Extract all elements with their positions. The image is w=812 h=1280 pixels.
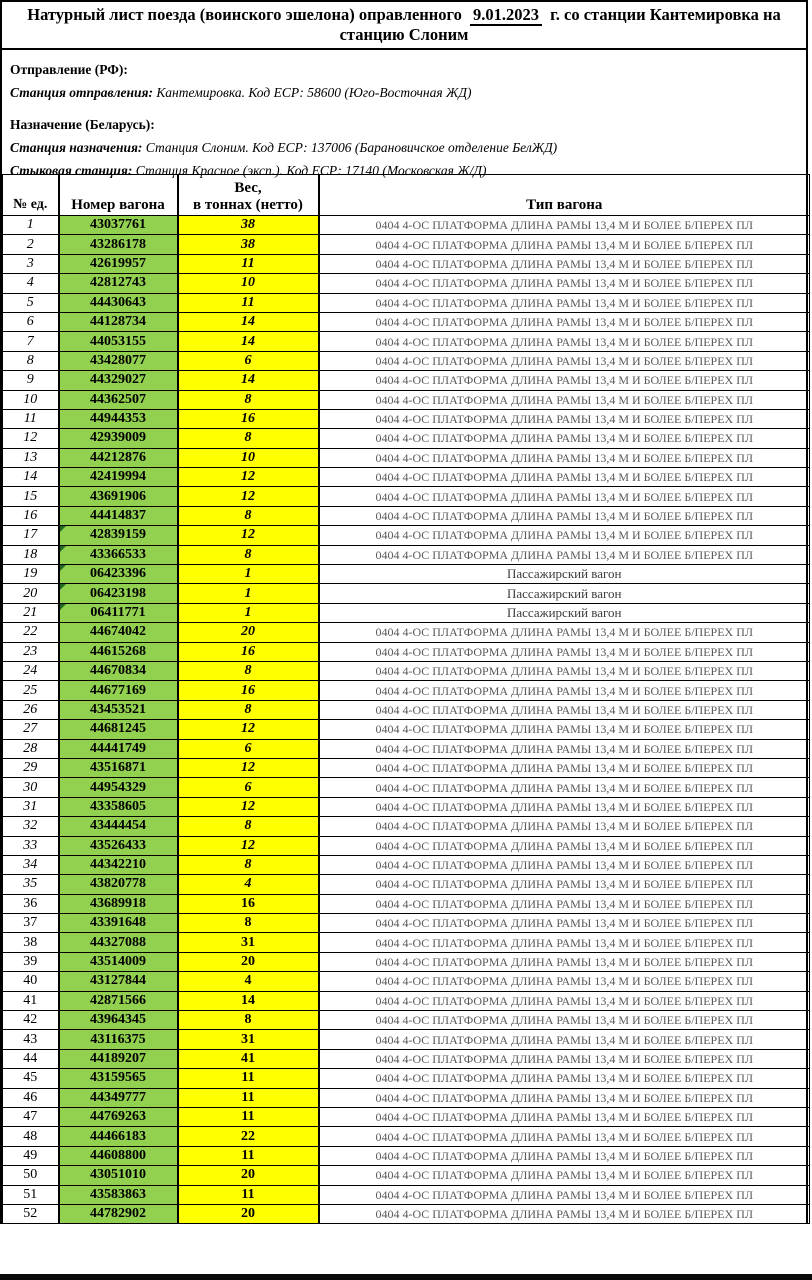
wagon-number-cell: 44189207 [59,1049,178,1068]
unit-number-cell: 11 [3,409,59,428]
wagon-type-cell: 0404 4-ОС ПЛАТФОРМА ДЛИНА РАМЫ 13,4 М И БОЛЕЕ Б/ПЕРЕХ ПЛ [319,448,810,467]
bottom-border-bar [0,1274,812,1280]
wagon-number-cell: 44681245 [59,720,178,739]
weight-cell: 6 [178,739,319,758]
weight-cell: 8 [178,855,319,874]
wagon-number-cell: 42839159 [59,526,178,545]
wagon-type-cell: 0404 4-ОС ПЛАТФОРМА ДЛИНА РАМЫ 13,4 М И БОЛЕЕ Б/ПЕРЕХ ПЛ [319,468,810,487]
unit-number-cell: 19 [3,565,59,584]
wagon-type-cell: 0404 4-ОС ПЛАТФОРМА ДЛИНА РАМЫ 13,4 М И БОЛЕЕ Б/ПЕРЕХ ПЛ [319,1127,810,1146]
weight-cell: 1 [178,603,319,622]
weight-cell: 11 [178,1107,319,1126]
wagon-type-cell: 0404 4-ОС ПЛАТФОРМА ДЛИНА РАМЫ 13,4 М И БОЛЕЕ Б/ПЕРЕХ ПЛ [319,390,810,409]
wagon-number-cell: 43358605 [59,797,178,816]
unit-number-cell: 37 [3,914,59,933]
unit-number-cell: 50 [3,1166,59,1185]
weight-cell: 31 [178,933,319,952]
weight-cell: 22 [178,1127,319,1146]
table-row [3,1069,810,1088]
weight-cell: 8 [178,390,319,409]
wagon-type-cell: 0404 4-ОС ПЛАТФОРМА ДЛИНА РАМЫ 13,4 М И БОЛЕЕ Б/ПЕРЕХ ПЛ [319,429,810,448]
wagon-type-cell: 0404 4-ОС ПЛАТФОРМА ДЛИНА РАМЫ 13,4 М И БОЛЕЕ Б/ПЕРЕХ ПЛ [319,681,810,700]
wagon-type-cell: 0404 4-ОС ПЛАТФОРМА ДЛИНА РАМЫ 13,4 М И БОЛЕЕ Б/ПЕРЕХ ПЛ [319,545,810,564]
unit-number-cell: 31 [3,797,59,816]
unit-number-cell: 20 [3,584,59,603]
table-row [3,1030,810,1049]
comment-marker-icon [60,526,66,532]
unit-number-cell: 6 [3,312,59,331]
title-prefix: Натурный лист поезда (воинского эшелона) оправленного [27,5,462,24]
table-row [3,1088,810,1107]
table-row [3,332,810,351]
table-row [3,584,810,603]
wagon-table-body [3,216,810,1224]
table-row [3,642,810,661]
unit-number-cell: 45 [3,1069,59,1088]
destination-heading: Назначение (Беларусь): [10,117,155,132]
wagon-number-cell: 44769263 [59,1107,178,1126]
wagon-type-cell: 0404 4-ОС ПЛАТФОРМА ДЛИНА РАМЫ 13,4 М И БОЛЕЕ Б/ПЕРЕХ ПЛ [319,972,810,991]
unit-number-cell: 16 [3,506,59,525]
wagon-type-cell: Пассажирский вагон [319,603,810,622]
departure-station-line [10,85,798,101]
wagon-number-cell: 42619957 [59,254,178,273]
departure-heading: Отправление (РФ): [10,62,128,77]
weight-cell: 1 [178,584,319,603]
wagon-number-cell: 43453521 [59,700,178,719]
wagon-type-cell: 0404 4-ОС ПЛАТФОРМА ДЛИНА РАМЫ 13,4 М И БОЛЕЕ Б/ПЕРЕХ ПЛ [319,1146,810,1165]
unit-number-cell: 14 [3,468,59,487]
table-row [3,1049,810,1068]
unit-number-cell: 44 [3,1049,59,1068]
wagon-number-cell: 44944353 [59,409,178,428]
wagon-number-cell: 44441749 [59,739,178,758]
comment-marker-icon [60,584,66,590]
unit-number-cell: 52 [3,1204,59,1223]
wagon-type-cell: 0404 4-ОС ПЛАТФОРМА ДЛИНА РАМЫ 13,4 М И БОЛЕЕ Б/ПЕРЕХ ПЛ [319,312,810,331]
wagon-type-cell: 0404 4-ОС ПЛАТФОРМА ДЛИНА РАМЫ 13,4 М И БОЛЕЕ Б/ПЕРЕХ ПЛ [319,216,810,235]
wagon-number-cell: 44128734 [59,312,178,331]
unit-number-cell: 5 [3,293,59,312]
table-row [3,506,810,525]
wagon-number-cell: 44677169 [59,681,178,700]
wagon-type-cell: 0404 4-ОС ПЛАТФОРМА ДЛИНА РАМЫ 13,4 М И БОЛЕЕ Б/ПЕРЕХ ПЛ [319,351,810,370]
table-row [3,293,810,312]
unit-number-cell: 47 [3,1107,59,1126]
table-row [3,545,810,564]
wagon-type-cell: 0404 4-ОС ПЛАТФОРМА ДЛИНА РАМЫ 13,4 М И БОЛЕЕ Б/ПЕРЕХ ПЛ [319,875,810,894]
wagon-number-cell: 44608800 [59,1146,178,1165]
wagon-type-cell: 0404 4-ОС ПЛАТФОРМА ДЛИНА РАМЫ 13,4 М И БОЛЕЕ Б/ПЕРЕХ ПЛ [319,409,810,428]
wagon-number-cell: 44327088 [59,933,178,952]
weight-cell: 20 [178,1166,319,1185]
wagon-type-cell: 0404 4-ОС ПЛАТФОРМА ДЛИНА РАМЫ 13,4 М И БОЛЕЕ Б/ПЕРЕХ ПЛ [319,642,810,661]
table-row [3,661,810,680]
weight-cell: 20 [178,952,319,971]
table-row [3,565,810,584]
table-row [3,216,810,235]
table-row [3,429,810,448]
wagon-number-cell: 43286178 [59,235,178,254]
unit-number-cell: 26 [3,700,59,719]
table-row [3,836,810,855]
weight-cell: 12 [178,836,319,855]
wagon-number-cell: 42812743 [59,274,178,293]
table-row [3,1204,810,1223]
unit-number-cell: 42 [3,1011,59,1030]
destination-station-value: Станция Слоним. Код ЕСР: 137006 (Барановичское отделение БелЖД) [145,140,558,155]
table-row [3,991,810,1010]
weight-cell: 41 [178,1049,319,1068]
table-row [3,371,810,390]
wagon-number-cell: 44954329 [59,778,178,797]
wagon-type-cell: 0404 4-ОС ПЛАТФОРМА ДЛИНА РАМЫ 13,4 М И БОЛЕЕ Б/ПЕРЕХ ПЛ [319,933,810,952]
wagon-type-cell: 0404 4-ОС ПЛАТФОРМА ДЛИНА РАМЫ 13,4 М И БОЛЕЕ Б/ПЕРЕХ ПЛ [319,836,810,855]
table-row [3,739,810,758]
wagon-type-cell: 0404 4-ОС ПЛАТФОРМА ДЛИНА РАМЫ 13,4 М И БОЛЕЕ Б/ПЕРЕХ ПЛ [319,293,810,312]
wagon-number-cell: 43116375 [59,1030,178,1049]
table-row [3,1185,810,1204]
table-row [3,875,810,894]
wagon-number-cell: 43391648 [59,914,178,933]
unit-number-cell: 1 [3,216,59,235]
wagon-number-cell: 42871566 [59,991,178,1010]
wagon-type-cell: 0404 4-ОС ПЛАТФОРМА ДЛИНА РАМЫ 13,4 М И БОЛЕЕ Б/ПЕРЕХ ПЛ [319,914,810,933]
unit-number-cell: 38 [3,933,59,952]
table-row [3,623,810,642]
unit-number-cell: 27 [3,720,59,739]
table-row [3,274,810,293]
weight-cell: 14 [178,332,319,351]
wagon-number-cell: 43127844 [59,972,178,991]
unit-number-cell: 41 [3,991,59,1010]
unit-number-cell: 49 [3,1146,59,1165]
wagon-type-cell: 0404 4-ОС ПЛАТФОРМА ДЛИНА РАМЫ 13,4 М И БОЛЕЕ Б/ПЕРЕХ ПЛ [319,797,810,816]
wagon-number-cell: 43526433 [59,836,178,855]
unit-number-cell: 13 [3,448,59,467]
wagon-number-cell: 44329027 [59,371,178,390]
wagon-type-cell: 0404 4-ОС ПЛАТФОРМА ДЛИНА РАМЫ 13,4 М И БОЛЕЕ Б/ПЕРЕХ ПЛ [319,1069,810,1088]
weight-cell: 11 [178,1088,319,1107]
destination-station-line [10,140,798,156]
unit-number-cell: 12 [3,429,59,448]
wagon-number-cell: 43689918 [59,894,178,913]
wagon-type-cell: 0404 4-ОС ПЛАТФОРМА ДЛИНА РАМЫ 13,4 М И БОЛЕЕ Б/ПЕРЕХ ПЛ [319,758,810,777]
wagon-type-cell: 0404 4-ОС ПЛАТФОРМА ДЛИНА РАМЫ 13,4 М И БОЛЕЕ Б/ПЕРЕХ ПЛ [319,332,810,351]
wagon-type-cell: 0404 4-ОС ПЛАТФОРМА ДЛИНА РАМЫ 13,4 М И БОЛЕЕ Б/ПЕРЕХ ПЛ [319,487,810,506]
table-row [3,952,810,971]
unit-number-cell: 51 [3,1185,59,1204]
unit-number-cell: 3 [3,254,59,273]
wagon-type-cell: 0404 4-ОС ПЛАТФОРМА ДЛИНА РАМЫ 13,4 М И БОЛЕЕ Б/ПЕРЕХ ПЛ [319,817,810,836]
weight-cell: 31 [178,1030,319,1049]
wagon-type-cell: 0404 4-ОС ПЛАТФОРМА ДЛИНА РАМЫ 13,4 М И БОЛЕЕ Б/ПЕРЕХ ПЛ [319,894,810,913]
unit-number-cell: 7 [3,332,59,351]
junction-station-label: Стыковая станция: [10,163,133,178]
table-row [3,390,810,409]
unit-number-cell: 32 [3,817,59,836]
table-row [3,914,810,933]
table-row [3,817,810,836]
wagon-type-cell: 0404 4-ОС ПЛАТФОРМА ДЛИНА РАМЫ 13,4 М И БОЛЕЕ Б/ПЕРЕХ ПЛ [319,506,810,525]
table-row [3,487,810,506]
unit-number-cell: 28 [3,739,59,758]
wagon-number-cell: 44414837 [59,506,178,525]
wagon-number-cell: 43037761 [59,216,178,235]
document-title [2,2,806,50]
table-row [3,409,810,428]
header-weight [178,175,319,216]
weight-cell: 8 [178,817,319,836]
table-row [3,778,810,797]
weight-cell: 11 [178,254,319,273]
wagon-number-cell: 42939009 [59,429,178,448]
weight-cell: 16 [178,681,319,700]
weight-cell: 8 [178,700,319,719]
weight-cell: 8 [178,545,319,564]
unit-number-cell: 40 [3,972,59,991]
wagon-type-cell: 0404 4-ОС ПЛАТФОРМА ДЛИНА РАМЫ 13,4 М И БОЛЕЕ Б/ПЕРЕХ ПЛ [319,1088,810,1107]
unit-number-cell: 9 [3,371,59,390]
wagon-type-cell: 0404 4-ОС ПЛАТФОРМА ДЛИНА РАМЫ 13,4 М И БОЛЕЕ Б/ПЕРЕХ ПЛ [319,720,810,739]
table-row [3,603,810,622]
unit-number-cell: 25 [3,681,59,700]
unit-number-cell: 48 [3,1127,59,1146]
unit-number-cell: 18 [3,545,59,564]
table-row [3,1107,810,1126]
header-weight-line1: Вес, [234,180,262,196]
wagon-number-cell: 44670834 [59,661,178,680]
table-row [3,1011,810,1030]
weight-cell: 8 [178,429,319,448]
header-weight-line2: в тоннах (нетто) [193,196,303,213]
wagon-type-cell: 0404 4-ОС ПЛАТФОРМА ДЛИНА РАМЫ 13,4 М И БОЛЕЕ Б/ПЕРЕХ ПЛ [319,778,810,797]
table-row [3,933,810,952]
weight-cell: 12 [178,487,319,506]
wagon-number-cell: 43051010 [59,1166,178,1185]
unit-number-cell: 15 [3,487,59,506]
wagon-type-cell: 0404 4-ОС ПЛАТФОРМА ДЛИНА РАМЫ 13,4 М И БОЛЕЕ Б/ПЕРЕХ ПЛ [319,700,810,719]
wagon-number-cell: 42419994 [59,468,178,487]
header-wagon-number: Номер вагона [59,175,178,216]
wagon-number-cell: 43366533 [59,545,178,564]
wagon-type-cell: 0404 4-ОС ПЛАТФОРМА ДЛИНА РАМЫ 13,4 М И БОЛЕЕ Б/ПЕРЕХ ПЛ [319,855,810,874]
weight-cell: 8 [178,914,319,933]
table-row [3,254,810,273]
weight-cell: 10 [178,448,319,467]
weight-cell: 12 [178,758,319,777]
weight-cell: 12 [178,720,319,739]
wagon-type-cell: 0404 4-ОС ПЛАТФОРМА ДЛИНА РАМЫ 13,4 М И БОЛЕЕ Б/ПЕРЕХ ПЛ [319,661,810,680]
weight-cell: 12 [178,468,319,487]
departure-station-label: Станция отправления: [10,85,153,100]
unit-number-cell: 29 [3,758,59,777]
wagon-number-cell: 43159565 [59,1069,178,1088]
title-suffix: г. со станции Кантемировка на станцию Слоним [339,5,781,44]
table-row [3,758,810,777]
weight-cell: 14 [178,371,319,390]
wagon-type-cell: 0404 4-ОС ПЛАТФОРМА ДЛИНА РАМЫ 13,4 М И БОЛЕЕ Б/ПЕРЕХ ПЛ [319,526,810,545]
wagon-number-cell: 44342210 [59,855,178,874]
table-row [3,1146,810,1165]
weight-cell: 10 [178,274,319,293]
table-row [3,526,810,545]
unit-number-cell: 43 [3,1030,59,1049]
table-row [3,681,810,700]
table-row [3,448,810,467]
route-info [2,50,806,178]
unit-number-cell: 35 [3,875,59,894]
wagon-number-cell: 43444454 [59,817,178,836]
table-row [3,700,810,719]
unit-number-cell: 17 [3,526,59,545]
weight-cell: 12 [178,526,319,545]
weight-cell: 11 [178,293,319,312]
weight-cell: 11 [178,1185,319,1204]
unit-number-cell: 36 [3,894,59,913]
weight-cell: 20 [178,623,319,642]
wagon-number-cell: 06423198 [59,584,178,603]
table-row [3,468,810,487]
unit-number-cell: 2 [3,235,59,254]
wagon-number-cell: 43820778 [59,875,178,894]
weight-cell: 4 [178,972,319,991]
table-row [3,1166,810,1185]
comment-marker-icon [60,565,66,571]
wagon-type-cell: 0404 4-ОС ПЛАТФОРМА ДЛИНА РАМЫ 13,4 М И БОЛЕЕ Б/ПЕРЕХ ПЛ [319,1049,810,1068]
wagon-type-cell: 0404 4-ОС ПЛАТФОРМА ДЛИНА РАМЫ 13,4 М И БОЛЕЕ Б/ПЕРЕХ ПЛ [319,623,810,642]
weight-cell: 16 [178,894,319,913]
wagon-type-cell: 0404 4-ОС ПЛАТФОРМА ДЛИНА РАМЫ 13,4 М И БОЛЕЕ Б/ПЕРЕХ ПЛ [319,235,810,254]
title-date: 9.01.2023 [470,5,542,26]
table-row [3,235,810,254]
table-row [3,797,810,816]
table-header-row [3,175,810,216]
wagon-number-cell: 44362507 [59,390,178,409]
weight-cell: 38 [178,216,319,235]
wagon-table [2,174,810,1224]
wagon-number-cell: 43514009 [59,952,178,971]
wagon-number-cell: 06411771 [59,603,178,622]
weight-cell: 16 [178,642,319,661]
wagon-number-cell: 43583863 [59,1185,178,1204]
wagon-number-cell: 06423396 [59,565,178,584]
wagon-number-cell: 43516871 [59,758,178,777]
wagon-type-cell: 0404 4-ОС ПЛАТФОРМА ДЛИНА РАМЫ 13,4 М И БОЛЕЕ Б/ПЕРЕХ ПЛ [319,1030,810,1049]
wagon-type-cell: 0404 4-ОС ПЛАТФОРМА ДЛИНА РАМЫ 13,4 М И БОЛЕЕ Б/ПЕРЕХ ПЛ [319,739,810,758]
unit-number-cell: 46 [3,1088,59,1107]
unit-number-cell: 21 [3,603,59,622]
table-row [3,1127,810,1146]
wagon-number-cell: 44053155 [59,332,178,351]
header-unit-number: № ед. [3,175,59,216]
wagon-number-cell: 43964345 [59,1011,178,1030]
wagon-type-cell: 0404 4-ОС ПЛАТФОРМА ДЛИНА РАМЫ 13,4 М И БОЛЕЕ Б/ПЕРЕХ ПЛ [319,254,810,273]
weight-cell: 1 [178,565,319,584]
wagon-number-cell: 44615268 [59,642,178,661]
wagon-number-cell: 44466183 [59,1127,178,1146]
wagon-type-cell: 0404 4-ОС ПЛАТФОРМА ДЛИНА РАМЫ 13,4 М И БОЛЕЕ Б/ПЕРЕХ ПЛ [319,1107,810,1126]
wagon-number-cell: 44430643 [59,293,178,312]
wagon-type-cell: Пассажирский вагон [319,565,810,584]
wagon-number-cell: 44674042 [59,623,178,642]
wagon-type-cell: 0404 4-ОС ПЛАТФОРМА ДЛИНА РАМЫ 13,4 М И БОЛЕЕ Б/ПЕРЕХ ПЛ [319,1204,810,1223]
header-wagon-type: Тип вагона [319,175,810,216]
weight-cell: 20 [178,1204,319,1223]
wagon-type-cell: 0404 4-ОС ПЛАТФОРМА ДЛИНА РАМЫ 13,4 М И БОЛЕЕ Б/ПЕРЕХ ПЛ [319,274,810,293]
wagon-number-cell: 43691906 [59,487,178,506]
weight-cell: 6 [178,351,319,370]
unit-number-cell: 30 [3,778,59,797]
wagon-type-cell: 0404 4-ОС ПЛАТФОРМА ДЛИНА РАМЫ 13,4 М И БОЛЕЕ Б/ПЕРЕХ ПЛ [319,952,810,971]
wagon-number-cell: 43428077 [59,351,178,370]
wagon-type-cell: 0404 4-ОС ПЛАТФОРМА ДЛИНА РАМЫ 13,4 М И БОЛЕЕ Б/ПЕРЕХ ПЛ [319,1166,810,1185]
weight-cell: 14 [178,991,319,1010]
wagon-type-cell: 0404 4-ОС ПЛАТФОРМА ДЛИНА РАМЫ 13,4 М И БОЛЕЕ Б/ПЕРЕХ ПЛ [319,1011,810,1030]
weight-cell: 12 [178,797,319,816]
wagon-number-cell: 44349777 [59,1088,178,1107]
weight-cell: 38 [178,235,319,254]
unit-number-cell: 10 [3,390,59,409]
unit-number-cell: 23 [3,642,59,661]
unit-number-cell: 33 [3,836,59,855]
wagon-type-cell: 0404 4-ОС ПЛАТФОРМА ДЛИНА РАМЫ 13,4 М И БОЛЕЕ Б/ПЕРЕХ ПЛ [319,1185,810,1204]
comment-marker-icon [60,604,66,610]
weight-cell: 16 [178,409,319,428]
wagon-number-cell: 44782902 [59,1204,178,1223]
unit-number-cell: 34 [3,855,59,874]
comment-marker-icon [60,546,66,552]
table-row [3,312,810,331]
departure-station-value: Кантемировка. Код ЕСР: 58600 (Юго-Восточная ЖД) [156,85,472,100]
unit-number-cell: 39 [3,952,59,971]
weight-cell: 8 [178,661,319,680]
weight-cell: 8 [178,1011,319,1030]
wagon-type-cell: 0404 4-ОС ПЛАТФОРМА ДЛИНА РАМЫ 13,4 М И БОЛЕЕ Б/ПЕРЕХ ПЛ [319,991,810,1010]
table-row [3,972,810,991]
weight-cell: 14 [178,312,319,331]
wagon-number-cell: 44212876 [59,448,178,467]
wagon-type-cell: Пассажирский вагон [319,584,810,603]
table-row [3,894,810,913]
junction-station-value: Станция Красное (эксп.). Код ЕСР: 17140 (Московская Ж/Д) [135,163,487,178]
weight-cell: 8 [178,506,319,525]
table-row [3,720,810,739]
table-row [3,351,810,370]
unit-number-cell: 24 [3,661,59,680]
unit-number-cell: 4 [3,274,59,293]
destination-station-label: Станция назначения: [10,140,143,155]
weight-cell: 11 [178,1146,319,1165]
weight-cell: 4 [178,875,319,894]
weight-cell: 6 [178,778,319,797]
wagon-type-cell: 0404 4-ОС ПЛАТФОРМА ДЛИНА РАМЫ 13,4 М И БОЛЕЕ Б/ПЕРЕХ ПЛ [319,371,810,390]
weight-cell: 11 [178,1069,319,1088]
table-row [3,855,810,874]
unit-number-cell: 22 [3,623,59,642]
unit-number-cell: 8 [3,351,59,370]
